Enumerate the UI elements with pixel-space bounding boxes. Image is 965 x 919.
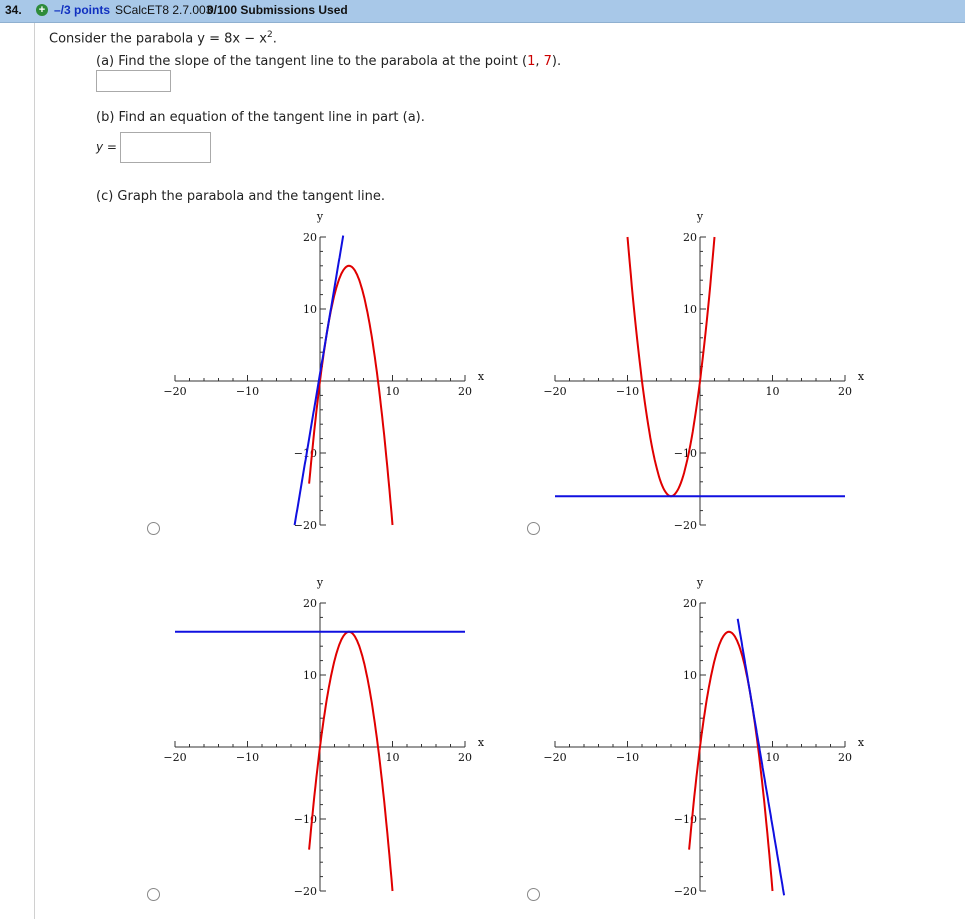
y-tick-label: 10 xyxy=(683,303,697,316)
x-tick-label: 10 xyxy=(765,751,780,764)
y-tick-label: −10 xyxy=(293,813,317,826)
y-tick-label: 10 xyxy=(303,669,317,682)
x-axis-label: x xyxy=(857,736,865,749)
x-tick-label: 20 xyxy=(838,385,852,398)
part-c-prompt: (c) Graph the parabola and the tangent line. xyxy=(96,189,386,204)
y-tick-label: 20 xyxy=(683,231,697,244)
y-tick-label: −20 xyxy=(673,519,697,532)
points-label: –/3 points xyxy=(54,3,111,17)
y-axis-label: y xyxy=(316,576,324,589)
x-tick-label: −20 xyxy=(543,751,567,764)
x-axis-label: x xyxy=(857,370,865,383)
point-x: 1 xyxy=(527,54,536,69)
x-tick-label: −10 xyxy=(235,751,260,764)
y-tick-label: −20 xyxy=(673,885,697,898)
intro-exponent: 2 xyxy=(266,30,273,40)
y-equals-label: y = xyxy=(96,140,117,154)
problem-intro xyxy=(49,30,277,46)
y-tick-label: −10 xyxy=(293,447,317,460)
x-tick-label: −20 xyxy=(163,751,187,764)
left-divider xyxy=(34,23,35,919)
y-tick-label: 20 xyxy=(303,231,317,244)
y-tick-label: −20 xyxy=(293,885,317,898)
x-tick-label: 20 xyxy=(458,751,472,764)
x-tick-label: −10 xyxy=(615,751,640,764)
y-tick-label: −10 xyxy=(673,813,697,826)
question-header xyxy=(0,0,965,23)
x-axis-label: x xyxy=(477,370,485,383)
point-y: 7 xyxy=(543,54,552,69)
expand-plus-icon[interactable]: + xyxy=(36,4,48,16)
tangent-equation-input[interactable] xyxy=(120,132,211,163)
y-tick-label: 20 xyxy=(303,597,317,610)
part-a-text: (a) Find the slope of the tangent line to the parabola at the point ( xyxy=(96,54,528,69)
y-axis-label: y xyxy=(696,210,704,223)
graph-option-1 xyxy=(150,200,500,540)
y-tick-label: 20 xyxy=(683,597,697,610)
problem-code: SCalcET8 2.7.003. xyxy=(115,3,216,17)
x-tick-label: −20 xyxy=(543,385,567,398)
graph-option-3 xyxy=(150,566,500,906)
y-tick-label: −20 xyxy=(293,519,317,532)
x-tick-label: 10 xyxy=(385,385,400,398)
part-b-prompt: (b) Find an equation of the tangent line in part (a). xyxy=(96,110,425,125)
graph-option-4 xyxy=(530,566,880,906)
point-sep: , xyxy=(535,54,544,69)
intro-prefix: Consider the parabola xyxy=(49,31,198,47)
x-tick-label: 10 xyxy=(765,385,780,398)
x-tick-label: −10 xyxy=(615,385,640,398)
x-tick-label: 20 xyxy=(838,751,852,764)
x-tick-label: 10 xyxy=(385,751,400,764)
y-axis-label: y xyxy=(696,576,704,589)
tangent-line xyxy=(295,236,344,525)
y-tick-label: −10 xyxy=(673,447,697,460)
graph-option-2 xyxy=(530,200,880,540)
y-tick-label: 10 xyxy=(303,303,317,316)
x-tick-label: −10 xyxy=(235,385,260,398)
parabola-curve xyxy=(628,237,715,496)
part-a-suffix: ). xyxy=(551,54,562,69)
question-number: 34. xyxy=(5,3,22,17)
intro-suffix: . xyxy=(272,31,277,47)
intro-equation: y = 8x − x xyxy=(197,31,267,47)
y-axis-label: y xyxy=(316,210,324,223)
x-tick-label: −20 xyxy=(163,385,187,398)
slope-answer-input[interactable] xyxy=(96,70,171,92)
part-a-prompt xyxy=(96,54,561,69)
x-tick-label: 20 xyxy=(458,385,472,398)
x-axis-label: x xyxy=(477,736,485,749)
y-tick-label: 10 xyxy=(683,669,697,682)
submissions-used: 0/100 Submissions Used xyxy=(207,3,348,17)
